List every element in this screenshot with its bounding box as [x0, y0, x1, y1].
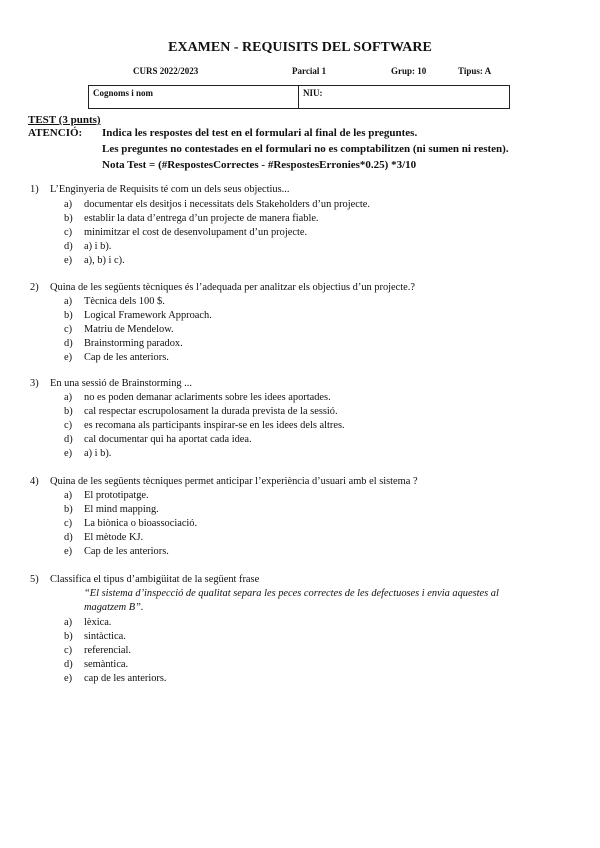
option: d) Brainstorming paradox. — [64, 338, 183, 349]
name-field[interactable] — [89, 86, 299, 108]
test-section-label: TEST (3 punts) — [28, 114, 101, 126]
option: c) es recomana als participants inspirar-se en les idees dels altres. — [64, 420, 345, 431]
course-year: CURS 2022/2023 — [133, 66, 199, 76]
option: b) establir la data d’entrega d’un projecte de manera fiable. — [64, 213, 319, 224]
question-text: L’Enginyeria de Requisits té com un dels seus objectius... — [50, 184, 290, 195]
option: c) referencial. — [64, 645, 132, 656]
question-text: En una sessió de Brainstorming ... — [50, 378, 192, 389]
quoted-sentence-line-2: magatzem B”. — [84, 602, 144, 613]
option: b) El mind mapping. — [64, 504, 159, 515]
option: b) Logical Framework Approach. — [64, 310, 212, 321]
option: a) El prototipatge. — [64, 490, 149, 501]
question-2: 2) Quina de les següents tècniques és l’adequada per analitzar els objectius d’un projecte.? — [30, 282, 415, 293]
question-4: 4) Quina de les següents tècniques permet anticipar l’experiència d’usuari amb el sistema ? — [30, 476, 418, 487]
option: a) documentar els desitjos i necessitats dels Stakeholders d’un projecte. — [64, 199, 370, 210]
option: a) lèxica. — [64, 617, 112, 628]
exam-title: EXAMEN - REQUISITS DEL SOFTWARE — [168, 40, 432, 55]
option: a) Tècnica dels 100 $. — [64, 296, 165, 307]
option: e) cap de les anteriors. — [64, 673, 167, 684]
student-id-box — [88, 85, 510, 109]
option: e) Cap de les anteriors. — [64, 352, 169, 363]
option: d) cal documentar qui ha aportat cada idea. — [64, 434, 252, 445]
option: c) minimitzar el cost de desenvolupament d’un projecte. — [64, 227, 308, 238]
option: e) a) i b). — [64, 448, 112, 459]
grading-formula: Nota Test = (#RespostesCorrectes - #RespostesErronies*0.25) *3/10 — [102, 159, 417, 171]
niu-field[interactable] — [299, 86, 509, 108]
quoted-sentence-line-1: “El sistema d’inspecció de qualitat separa les peces correctes de les defectuoses i envia aquestes al — [84, 588, 499, 599]
option: d) a) i b). — [64, 241, 112, 252]
exam-type: Tipus: A — [458, 66, 492, 76]
option: e) a), b) i c). — [64, 255, 125, 266]
question-text: Quina de les següents tècniques és l’adequada per analitzar els objectius d’un projecte.? — [50, 282, 415, 293]
attention-label: ATENCIÓ: — [28, 127, 83, 139]
option: b) sintàctica. — [64, 631, 126, 642]
partial-number: Parcial 1 — [292, 66, 327, 76]
option: b) cal respectar escrupolosament la durada prevista de la sessió. — [64, 406, 338, 417]
question-1: 1) L’Enginyeria de Requisits té com un dels seus objectius... — [30, 184, 290, 195]
option: d) semàntica. — [64, 659, 129, 670]
option: c) Matriu de Mendelow. — [64, 324, 174, 335]
question-5: 5) Classifica el tipus d’ambigüitat de la següent frase — [30, 574, 260, 585]
instruction-line-1: Indica les respostes del test en el formulari al final de les preguntes. — [102, 127, 418, 139]
option: c) La biònica o bioassociació. — [64, 518, 198, 529]
option: e) Cap de les anteriors. — [64, 546, 169, 557]
name-label: Cognoms i nom — [93, 88, 154, 98]
option: d) El mètode KJ. — [64, 532, 144, 543]
option: a) no es poden demanar aclariments sobre les idees aportades. — [64, 392, 331, 403]
group-number: Grup: 10 — [391, 66, 427, 76]
question-3: 3) En una sessió de Brainstorming ... — [30, 378, 192, 389]
question-text: Classifica el tipus d’ambigüitat de la següent frase — [50, 574, 260, 585]
niu-label: NIU: — [303, 88, 323, 98]
question-text: Quina de les següents tècniques permet anticipar l’experiència d’usuari amb el sistema ? — [50, 476, 418, 487]
instruction-line-2: Les preguntes no contestades en el formulari no es comptabilitzen (ni sumen ni resten). — [102, 143, 509, 155]
